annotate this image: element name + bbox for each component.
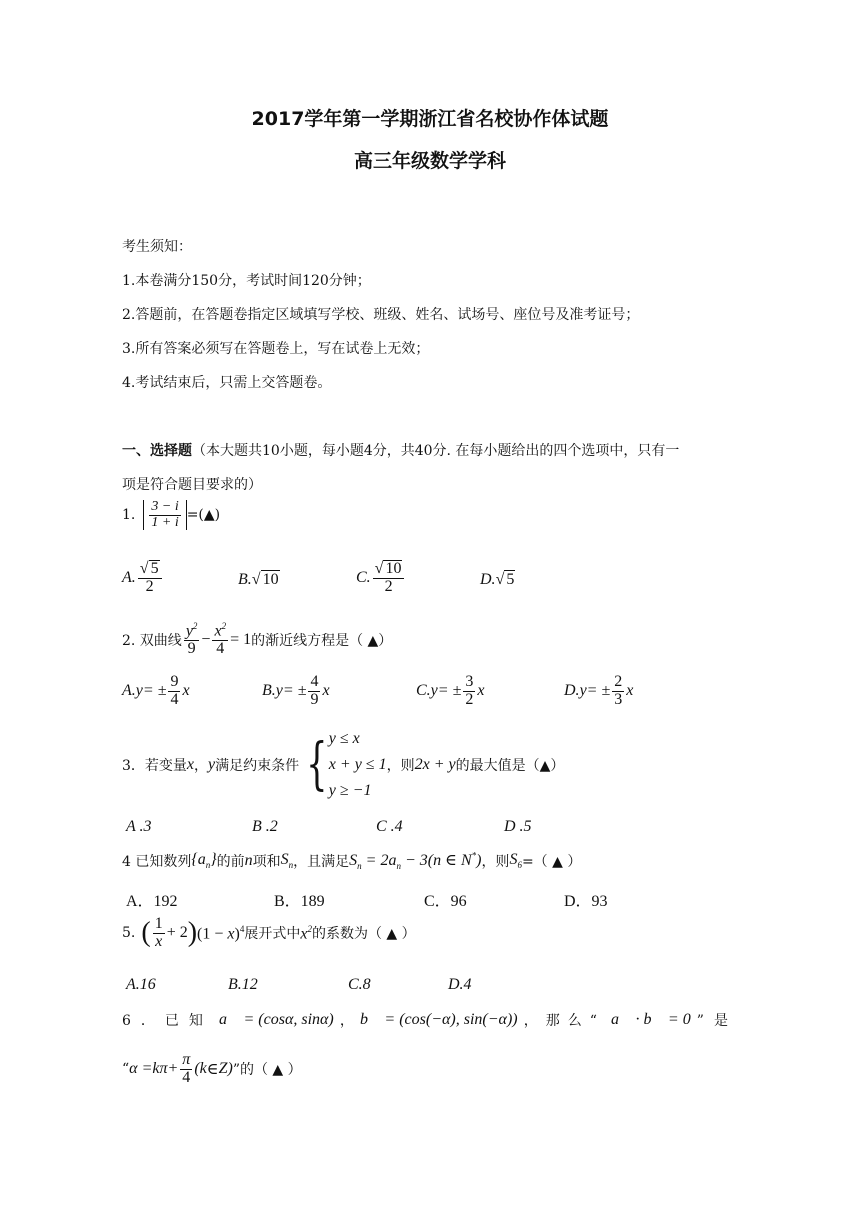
section-label: 一、选择题	[122, 443, 192, 459]
q3-objective: 2x + y	[414, 756, 456, 773]
q5-option-d: D.4	[448, 976, 472, 993]
q6-text: ，那么“	[523, 1013, 605, 1029]
notice-item: 3.所有答案必须写在答题卷上，写在试卷上无效；	[122, 341, 430, 357]
exam-subtitle: 高三年级数学学科	[353, 150, 506, 172]
notice-item: 1.本卷满分150分，考试时间120分钟；	[122, 273, 371, 289]
q3-text: 的最大值是（▲）	[455, 758, 565, 774]
q1-option-c: C. $\frac{√ 10}{2}$	[356, 560, 406, 596]
q1-option-b: B.√ 10	[238, 571, 279, 588]
q6-text: ”的（ ▲ ）	[232, 1062, 302, 1079]
q2-option-b: B. y = ± $\frac{4}{9}$ x	[262, 673, 330, 708]
q3-option-c: C .4	[376, 818, 403, 835]
q4-text: 4 已知数列	[122, 853, 192, 870]
q5-option-b: B.12	[228, 976, 258, 993]
q3-text: ，	[194, 758, 209, 774]
q1-option-a: A. $\frac{√ 5}{2}$	[122, 560, 164, 596]
q4-condition: $S_n = 2a_n - 3(n$ ∈ N*)	[349, 850, 482, 872]
q5-expression: ( $\frac{1}{x}$ + 2 ) $(1 - x)^4$	[141, 915, 245, 950]
constraint-brace: {	[306, 732, 328, 797]
q1-expression: $\frac{3 - i}{1 + i}$	[143, 500, 186, 530]
q4-text: ，则	[481, 853, 510, 870]
exam-title: 2017学年第一学期浙江省名校协作体试题	[251, 108, 609, 130]
section-desc: （本大题共10小题，每小题4分，共40分. 在每小题给出的四个选项中，只有一	[192, 443, 680, 459]
q1-suffix: =(▲)	[186, 507, 221, 524]
q3-text: 满足约束条件	[215, 758, 300, 774]
q6-angle-condition: α = kπ + $\frac{\pi}{4}$ ( k ∈ Z )	[129, 1051, 233, 1086]
question-3: 3．若变量 x ， y 满足约束条件 { y ≤ x x + y ≤ 1 y ≥ −1 ，则 2x + y 的最大值是（▲）	[122, 726, 564, 804]
q2-option-d: D. y = ± $\frac{2}{3}$ x	[564, 673, 634, 708]
question-number: 1.	[122, 507, 136, 524]
q6-text: ”是	[696, 1013, 738, 1029]
q4-option-b: B．189	[274, 893, 325, 910]
question-4: 4 已知数列 $\{a_n\}$ 的前 n 项和 $S_n$ ，且满足 $S_n = 2a_n - 3(n$ ∈ N*) ，则 $S_6$ =（ ▲ ）	[122, 850, 582, 872]
q3-option-a: A .3	[126, 818, 152, 835]
q4-text: 的前	[216, 853, 245, 870]
q4-sequence: $\{a_n\}$	[191, 851, 217, 871]
notice-item: 4.考试结束后，只需上交答题卷。	[122, 375, 332, 391]
question-stem: 2. 双曲线	[122, 632, 182, 649]
q4-option-a: A．192	[126, 893, 178, 910]
q2-hyperbola-equation: $\frac{y^2}{9}$ − $\frac{x^2}{4}$ = 1	[185, 621, 252, 658]
notice-heading: 考生须知：	[122, 239, 192, 255]
question-6: 6．已知 a⃗ = (cosα, sinα) ， b⃗ = (cos(−α), sin(−α)) ，那么“ a⃗ · b⃗ = 0 ”是	[122, 1011, 738, 1029]
q3-option-b: B .2	[252, 818, 278, 835]
q3-text: 3．若变量	[122, 758, 187, 774]
q6-text: 6．已知	[122, 1013, 213, 1029]
q6-vector-b: b⃗ = (cos(−α), sin(−α))	[359, 1011, 518, 1028]
question-5: 5. ( $\frac{1}{x}$ + 2 ) $(1 - x)^4$ 展开式中 $x^2$ 的系数为（ ▲ ）	[122, 915, 416, 950]
section-heading	[122, 440, 679, 460]
constraint-system: y ≤ x x + y ≤ 1 y ≥ −1	[328, 730, 387, 799]
q2-option-c: C. y = ± $\frac{3}{2}$ x	[416, 673, 485, 708]
q4-text: ，且满足	[293, 853, 350, 870]
question-2	[122, 622, 392, 658]
q1-option-d: D.√ 5	[480, 571, 515, 588]
q4-option-c: C．96	[424, 893, 467, 910]
q3-text: ，则	[386, 758, 415, 774]
q5-text: 的系数为（ ▲ ）	[311, 926, 416, 943]
question-6-line2	[122, 1052, 302, 1087]
q5-option-a: A.16	[126, 976, 156, 993]
notice-item: 2.答题前，在答题卷指定区域填写学校、班级、姓名、试场号、座位号及准考证号；	[122, 307, 640, 323]
q6-dot-product: a⃗ · b⃗ = 0	[610, 1011, 691, 1028]
q2-suffix: 的渐近线方程是（ ▲）	[251, 632, 393, 649]
section-desc-line2: 项是符合题目要求的）	[122, 477, 262, 493]
question-number: 5.	[122, 925, 136, 942]
question-1	[122, 500, 220, 530]
q3-option-d: D .5	[504, 818, 532, 835]
q6-vector-a: a⃗ = (cosα, sinα)	[219, 1011, 334, 1028]
q4-text: =（ ▲ ）	[521, 853, 582, 870]
q5-option-c: C.8	[348, 976, 371, 993]
q2-option-a: A. y = ± $\frac{9}{4}$ x	[122, 673, 190, 708]
q6-text: “	[122, 1061, 130, 1078]
q4-text: 项和	[252, 853, 281, 870]
q5-text: 展开式中	[244, 926, 301, 943]
q4-option-d: D．93	[564, 893, 608, 910]
